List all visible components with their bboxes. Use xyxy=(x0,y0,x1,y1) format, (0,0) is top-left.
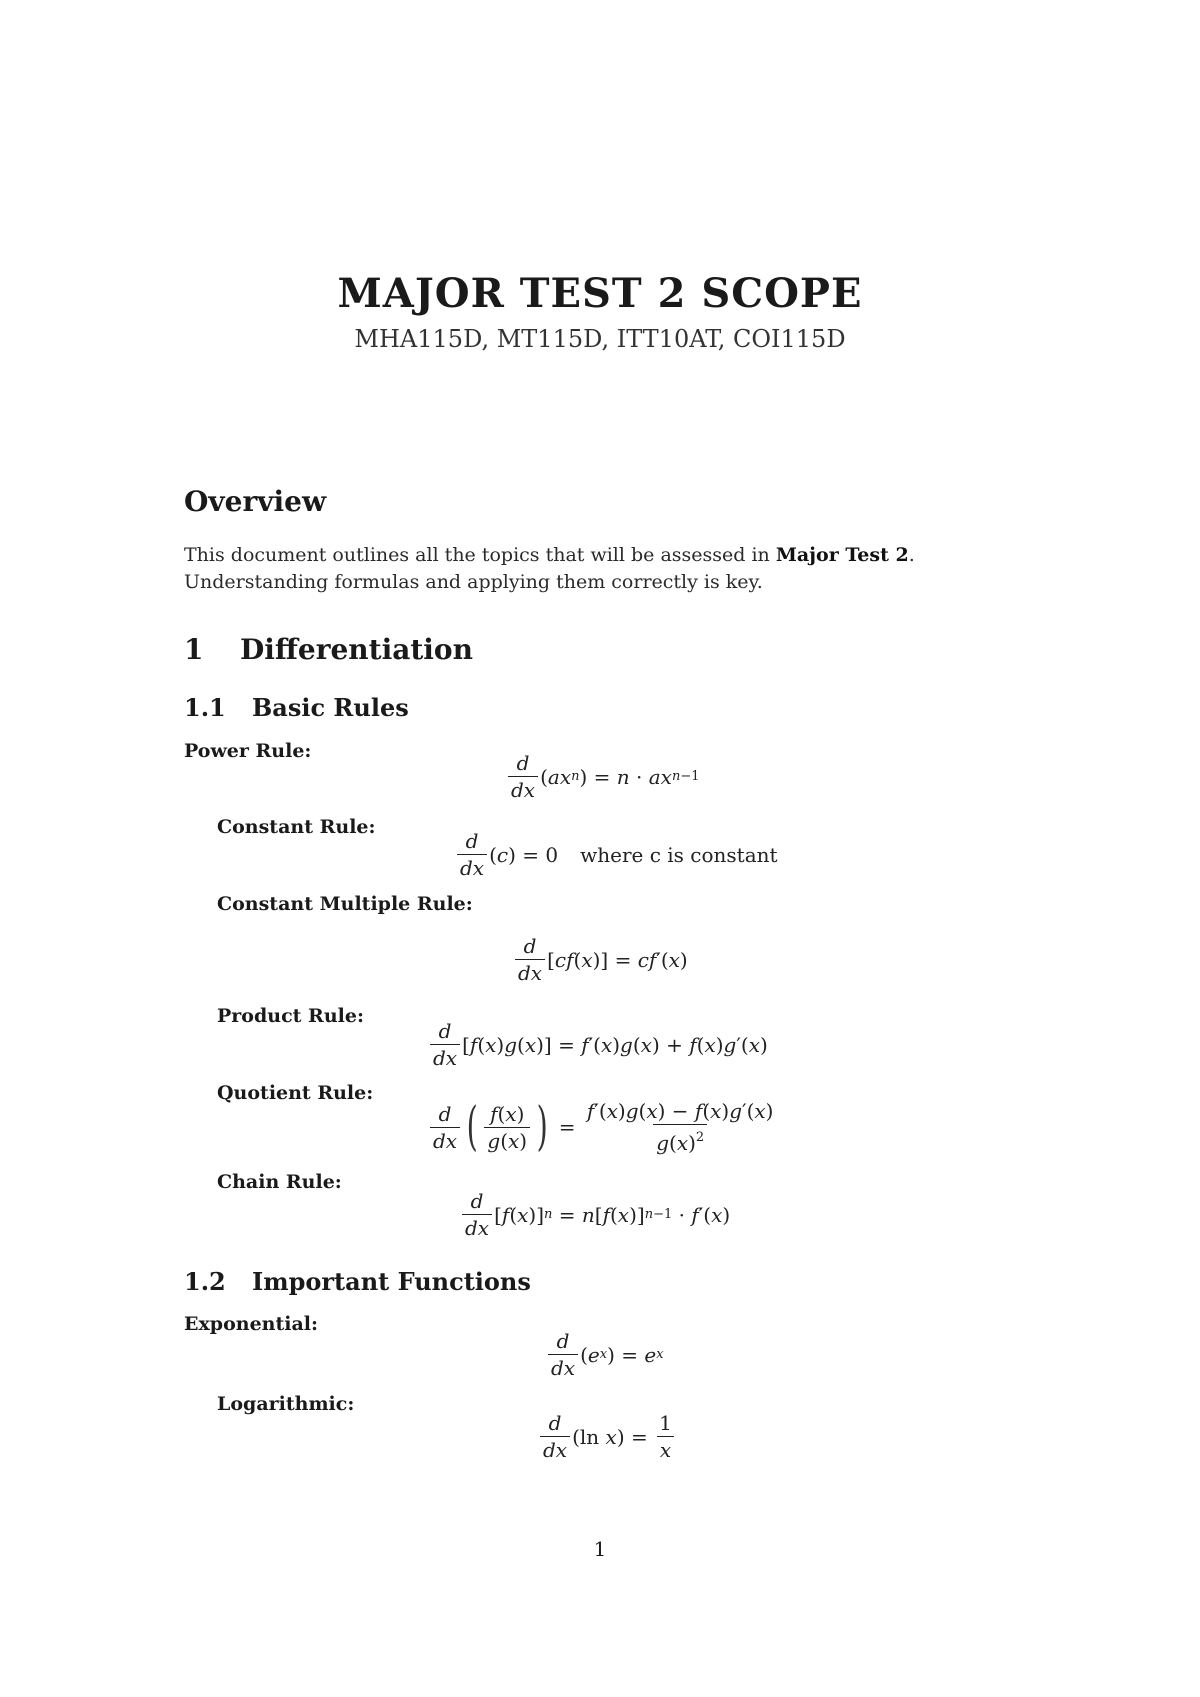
constant-multiple-rule-formula: $\frac{d}{dx}$ [ cf ( x )] = cf ′( x ) xyxy=(513,935,688,984)
course-codes: MHA115D, MT115D, ITT10AT, COI115D xyxy=(354,325,846,353)
subsection-heading-basic-rules: 1.1 Basic Rules xyxy=(184,693,409,722)
section-title: Differentiation xyxy=(240,633,473,666)
constant-rule-note: where c is constant xyxy=(580,842,778,867)
logarithmic-formula: $\frac{d}{dx}$ (ln x ) = $\frac{1}{x}$ xyxy=(538,1412,677,1461)
constant-multiple-rule-label: Constant Multiple Rule: xyxy=(217,893,473,915)
constant-rule-formula: $\frac{d}{dx}$ ( c ) = 0 where c is constant xyxy=(455,830,778,879)
overview-heading: Overview xyxy=(184,485,327,518)
chain-rule-formula: $\frac{d}{dx}$ [ f ( x )] n = n [ f ( x )] n−1 · f ′( x ) xyxy=(460,1190,730,1239)
exponential-formula: $\frac{d}{dx}$ ( e x ) = e x xyxy=(546,1330,664,1379)
quotient-rule-label: Quotient Rule: xyxy=(217,1082,374,1104)
quotient-rule-formula: $\frac{d}{dx}$ ( $\frac{f(x)}{g(x)}$ ) = $\frac{f'(x)g(x) - f(x)g'(x)}{g(x)^2}$ xyxy=(428,1100,778,1154)
power-rule-label: Power Rule: xyxy=(184,740,312,762)
product-rule-label: Product Rule: xyxy=(217,1005,364,1027)
product-rule-formula: $\frac{d}{dx}$ [ f ( x ) g ( x )] = f ′( x ) g ( x ) + f ( x ) g ′( x ) xyxy=(428,1020,768,1069)
page-number: 1 xyxy=(593,1537,607,1561)
overview-paragraph: This document outlines all the topics that will be assessed in Major Test 2. Understanding formulas and applying them correctly is key. xyxy=(184,544,915,593)
document-title: MAJOR TEST 2 SCOPE xyxy=(337,270,863,317)
exponential-label: Exponential: xyxy=(184,1313,319,1335)
constant-rule-label: Constant Rule: xyxy=(217,816,376,838)
section-heading xyxy=(184,633,473,666)
chain-rule-label: Chain Rule: xyxy=(217,1171,342,1193)
logarithmic-label: Logarithmic: xyxy=(217,1393,355,1415)
section-number: 1 xyxy=(184,633,204,666)
power-rule-formula: $\frac{d}{dx}$ ( ax n ) = n · ax n−1 xyxy=(506,752,699,801)
subsection-heading-important-functions: 1.2 Important Functions xyxy=(184,1267,531,1296)
